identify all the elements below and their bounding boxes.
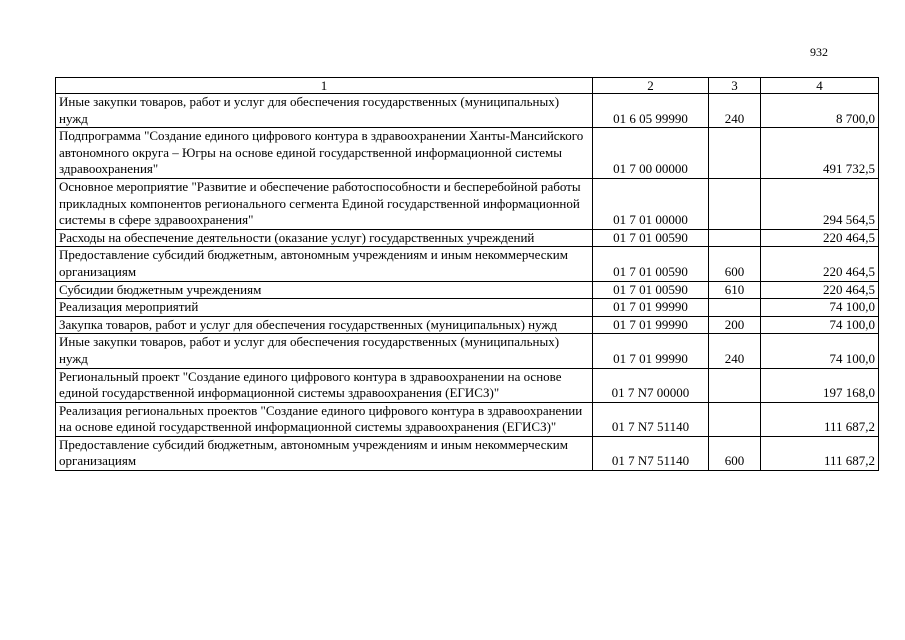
row-expense-type: 610 <box>709 281 761 299</box>
table-row <box>56 94 879 128</box>
row-name <box>56 281 593 299</box>
row-code: 01 7 00 00000 <box>593 128 709 179</box>
row-amount: 197 168,0 <box>761 368 879 402</box>
table-row <box>56 402 879 436</box>
row-expense-type <box>709 299 761 317</box>
table-row <box>56 281 879 299</box>
row-code: 01 7 01 00590 <box>593 281 709 299</box>
table-row <box>56 316 879 334</box>
row-name <box>56 436 593 470</box>
table-row <box>56 368 879 402</box>
row-code: 01 6 05 99990 <box>593 94 709 128</box>
row-name-text: Предоставление субсидий бюджетным, автономным учреждениям и иным некоммерческим организациям <box>59 247 568 279</box>
row-amount: 294 564,5 <box>761 178 879 229</box>
row-amount: 220 464,5 <box>761 281 879 299</box>
row-code: 01 7 01 00590 <box>593 247 709 281</box>
row-name <box>56 128 593 179</box>
row-name <box>56 299 593 317</box>
table-row <box>56 247 879 281</box>
table-row <box>56 229 879 247</box>
row-name <box>56 94 593 128</box>
row-name-text: Иные закупки товаров, работ и услуг для обеспечения государственных (муниципальных) нужд <box>59 94 560 126</box>
row-amount: 491 732,5 <box>761 128 879 179</box>
table-row <box>56 178 879 229</box>
row-expense-type <box>709 178 761 229</box>
row-amount: 74 100,0 <box>761 316 879 334</box>
row-name-text: Реализация региональных проектов "Создание единого цифрового контура в здравоохранении на основе единой государственной информационной системы здравоохранения (ЕГИСЗ)" <box>59 402 583 435</box>
row-expense-type <box>709 368 761 402</box>
row-name <box>56 178 593 229</box>
row-amount: 8 700,0 <box>761 94 879 128</box>
row-amount: 74 100,0 <box>761 299 879 317</box>
row-amount: 111 687,2 <box>761 402 879 436</box>
row-expense-type: 240 <box>709 334 761 368</box>
row-amount: 220 464,5 <box>761 247 879 281</box>
row-code: 01 7 01 00000 <box>593 178 709 229</box>
row-code: 01 7 01 99990 <box>593 334 709 368</box>
row-name-text: Подпрограмма "Создание единого цифрового контура в здравоохранении Ханты-Мансийского автономного округа – Югры на основе единой государственной информационной системы здравоохранения" <box>59 128 584 177</box>
row-expense-type <box>709 402 761 436</box>
row-expense-type: 600 <box>709 436 761 470</box>
row-name-text: Субсидии бюджетным учреждениям <box>59 281 262 297</box>
row-expense-type <box>709 229 761 247</box>
row-expense-type: 600 <box>709 247 761 281</box>
row-name-text: Предоставление субсидий бюджетным, автономным учреждениям и иным некоммерческим организациям <box>59 436 568 469</box>
row-name <box>56 316 593 334</box>
row-name-text: Реализация мероприятий <box>59 299 199 315</box>
row-code: 01 7 N7 51140 <box>593 402 709 436</box>
row-name-text: Иные закупки товаров, работ и услуг для обеспечения государственных (муниципальных) нужд <box>59 334 560 366</box>
row-name-text: Региональный проект "Создание единого цифрового контура в здравоохранении на основе единой государственной информационной системы здравоохранения (ЕГИСЗ)" <box>59 368 562 401</box>
header-col-4: 4 <box>761 78 879 94</box>
row-name <box>56 402 593 436</box>
table-row <box>56 299 879 317</box>
row-code: 01 7 01 99990 <box>593 316 709 334</box>
table-row <box>56 334 879 368</box>
row-code: 01 7 01 00590 <box>593 229 709 247</box>
header-col-3: 3 <box>709 78 761 94</box>
row-name-text: Расходы на обеспечение деятельности (оказание услуг) государственных учреждений <box>59 229 535 245</box>
row-name <box>56 229 593 247</box>
row-name <box>56 368 593 402</box>
row-expense-type <box>709 128 761 179</box>
header-col-1: 1 <box>56 78 593 94</box>
row-expense-type: 200 <box>709 316 761 334</box>
page-number: 932 <box>810 45 828 59</box>
table-row <box>56 436 879 470</box>
row-code: 01 7 N7 00000 <box>593 368 709 402</box>
row-amount: 220 464,5 <box>761 229 879 247</box>
row-amount: 111 687,2 <box>761 436 879 470</box>
row-name-text: Закупка товаров, работ и услуг для обеспечения государственных (муниципальных) нужд <box>59 316 558 332</box>
table-row <box>56 128 879 179</box>
row-code: 01 7 01 99990 <box>593 299 709 317</box>
row-name <box>56 334 593 368</box>
row-name-text: Основное мероприятие "Развитие и обеспечение работоспособности и бесперебойной работы прикладных компонентов регионального сегмента Единой государственной информационной системы в сфере здравоохранения" <box>59 178 581 228</box>
budget-table <box>55 77 879 471</box>
table-header-row <box>56 78 879 94</box>
header-col-2: 2 <box>593 78 709 94</box>
row-code: 01 7 N7 51140 <box>593 436 709 470</box>
row-amount: 74 100,0 <box>761 334 879 368</box>
row-expense-type: 240 <box>709 94 761 128</box>
row-name <box>56 247 593 281</box>
